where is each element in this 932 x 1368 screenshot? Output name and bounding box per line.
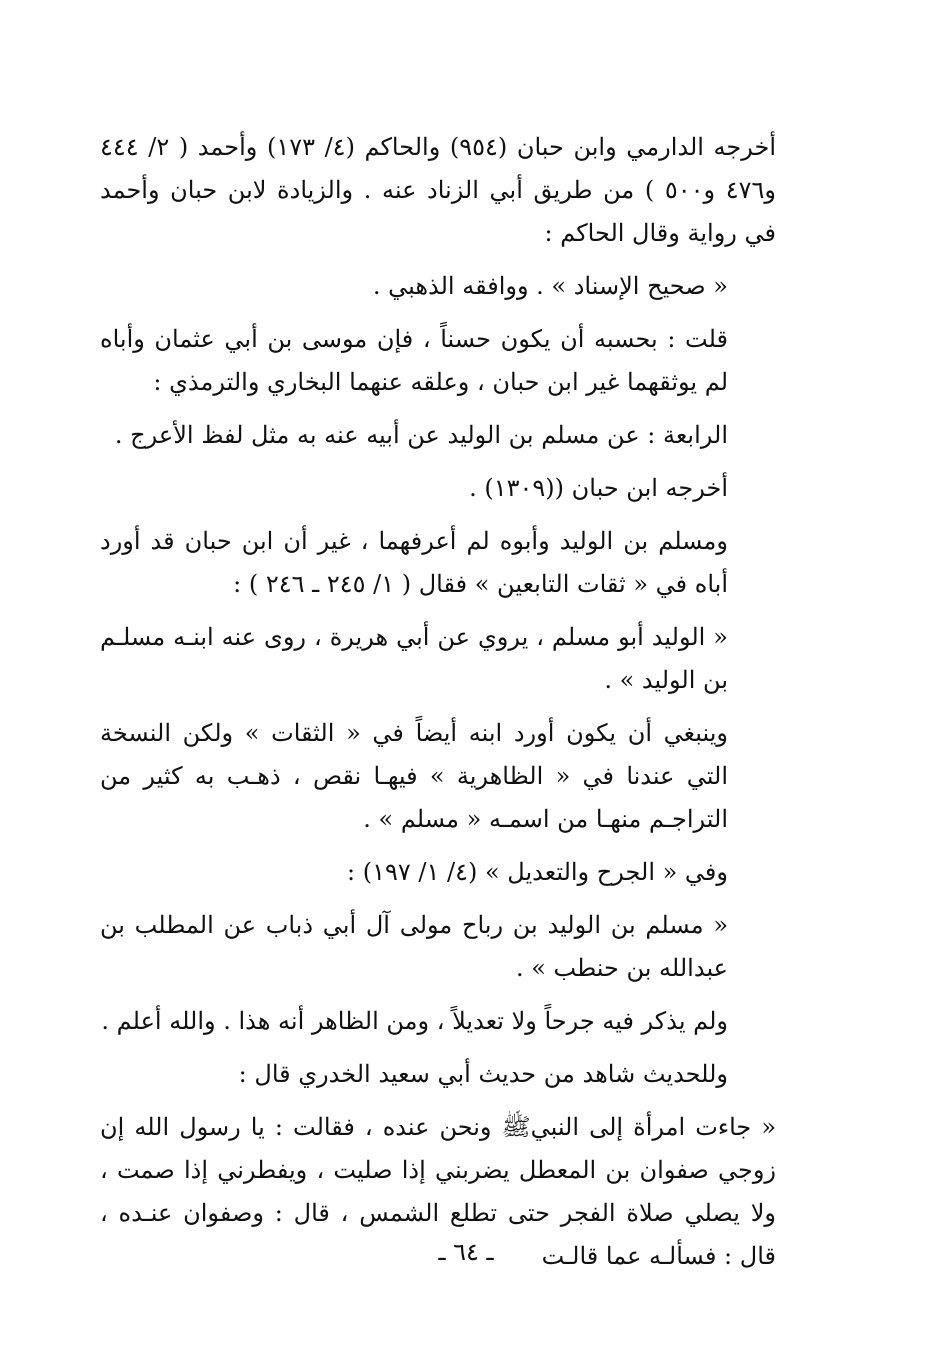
paragraph-no-jarh: ولم يذكر فيه جرحاً ولا تعديلاً ، ومن الظاهر أنه هذا . والله أعلم . xyxy=(101,1007,728,1035)
paragraph-fourth-route: الرابعة : عن مسلم بن الوليد عن أبيه عنه به مثل لفظ الأعرج . xyxy=(114,421,728,449)
paragraph-qultu: قلت : بحسبه أن يكون حسناً ، فإن موسى بن أبي عثمان وأباه لم يوثقهما غير ابن حبان ، وعلقه عنهما البخاري والترمذي : xyxy=(100,325,728,396)
page-number: ـ ٦٤ ـ xyxy=(438,1238,494,1266)
paragraph-thiqat-quote: « الوليد أبو مسلم ، يروي عن أبي هريرة ، روى عنه ابنـه مسلـم بن الوليد » . xyxy=(100,623,728,694)
paragraph-zahiriyya: وينبغي أن يكون أورد ابنه أيضاً في « الثقات » ولكن النسخة التي عندنا في « الظاهرية » فيهـا نقص ، ذهـب به كثير من التراجـم منهـا من اسمـه « مسلم » . xyxy=(100,719,728,833)
paragraph-hadith-text: « جاءت امرأة إلى النبيﷺ ونحن عنده ، فقالت : يا رسول الله إن زوجي صفوان بن المعطل يضربني إذا صليت ، ويفطرني إذا صمت ، ولا يصلي صلاة الفجر حتى تطلع الشمس ، قال : وصفوان عنـده ، قال : فسألـه عما قالـت xyxy=(100,1113,776,1270)
paragraph-muslim-ibn-walid: ومسلم بن الوليد وأبوه لم أعرفهما ، غير أن ابن حبان قد أورد أباه في « ثقات التابعين » فقال ( ١/ ٢٤٥ ـ ٢٤٦ ) : xyxy=(100,527,728,598)
paragraph-jarh-quote: « مسلم بن الوليد بن رباح مولى آل أبي ذباب عن المطلب بن عبدالله بن حنطب » . xyxy=(100,911,728,982)
paragraph-ibn-hibban: أخرجه ابن حبان ((١٣٠٩) . xyxy=(469,474,728,502)
paragraph-hakim-quote: « صحيح الإسناد » . ووافقه الذهبي . xyxy=(372,272,728,300)
paragraph-shahid: وللحديث شاهد من حديث أبي سعيد الخدري قال : xyxy=(238,1060,728,1088)
paragraph-takhrij-darimi: أخرجه الدارمي وابن حبان (٩٥٤) والحاكم (٤/ ١٧٣) وأحمد ( ٢/ ٤٤٤ و٤٧٦ و٥٠٠ ) من طريق أبي الزناد عنه . والزيادة لابن حبان وأحمد في رواية وقال الحاكم : xyxy=(100,133,777,247)
paragraph-jarh-tadil: وفي « الجرح والتعديل » (٤/ ١/ ١٩٧) : xyxy=(347,858,728,886)
page-body xyxy=(100,126,776,1288)
